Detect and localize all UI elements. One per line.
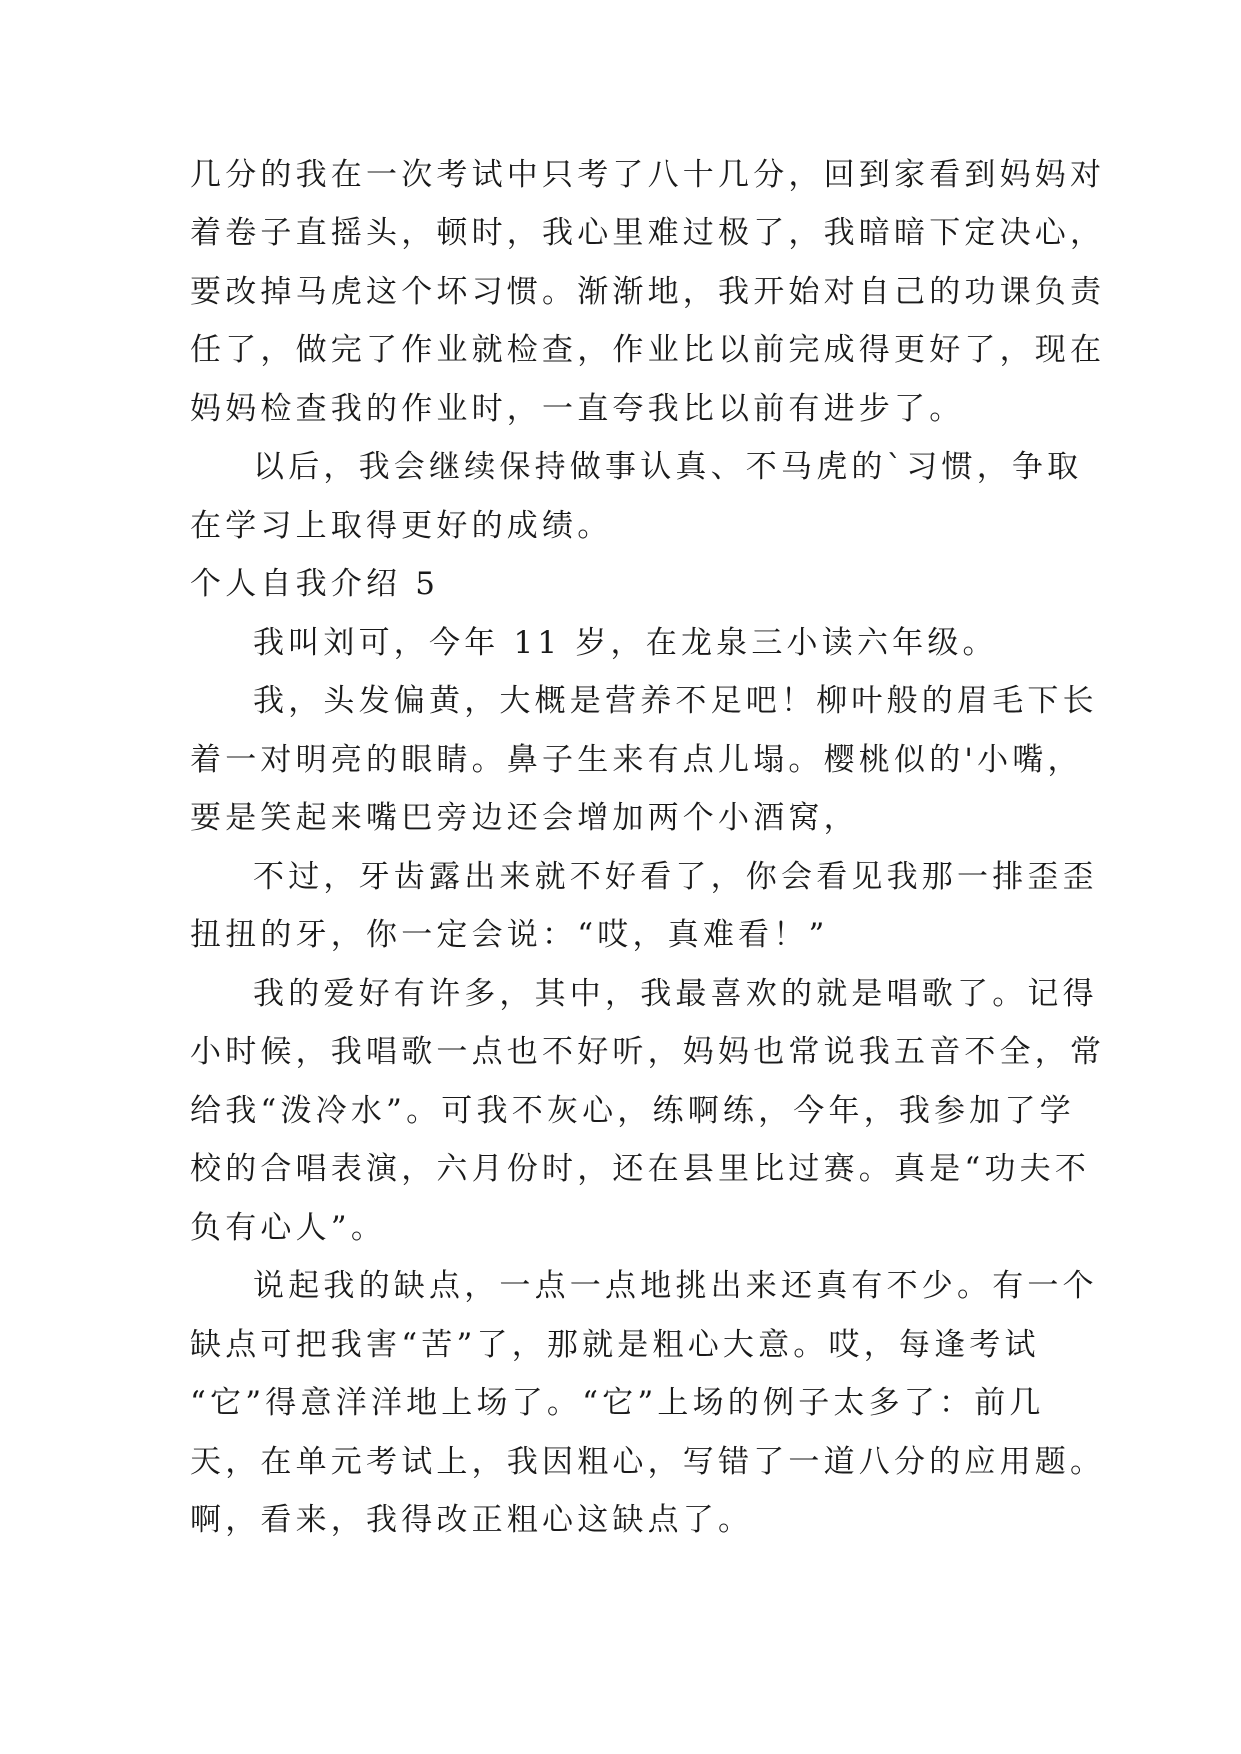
text-line: 天，在单元考试上，我因粗心，写错了一道八分的应用题。 bbox=[190, 1444, 1106, 1480]
text-line: 着一对明亮的眼睛。鼻子生来有点儿塌。樱桃似的'小嘴， bbox=[190, 742, 1083, 778]
paragraph-first-line: 说起我的缺点，一点一点地挑出来还真有不少。有一个 bbox=[253, 1268, 1098, 1304]
text-line: 着卷子直摇头，顿时，我心里难过极了，我暗暗下定决心， bbox=[190, 215, 1106, 251]
paragraph-first-line: 我的爱好有许多，其中，我最喜欢的就是唱歌了。记得 bbox=[253, 976, 1098, 1012]
text-line: 妈妈检查我的作业时，一直夸我比以前有进步了。 bbox=[190, 391, 965, 427]
text-line: “它”得意洋洋地上场了。“它”上场的例子太多了：前几 bbox=[190, 1385, 1045, 1421]
text-line: 给我“泼冷水”。可我不灰心，练啊练，今年，我参加了学 bbox=[190, 1093, 1075, 1129]
text-line: 几分的我在一次考试中只考了八十几分，回到家看到妈妈对 bbox=[190, 157, 1106, 193]
paragraph-first-line: 我，头发偏黄，大概是营养不足吧！柳叶般的眉毛下长 bbox=[253, 683, 1098, 719]
paragraph-first-line: 我叫刘可，今年 11 岁，在龙泉三小读六年级。 bbox=[253, 625, 998, 661]
text-line: 校的合唱表演，六月份时，还在县里比过赛。真是“功夫不 bbox=[190, 1151, 1091, 1187]
text-line: 啊，看来，我得改正粗心这缺点了。 bbox=[190, 1502, 754, 1538]
text-line: 扭扭的牙，你一定会说：“哎，真难看！” bbox=[190, 917, 829, 953]
text-line: 缺点可把我害“苦”了，那就是粗心大意。哎，每逢考试 bbox=[190, 1327, 1040, 1363]
text-line: 任了，做完了作业就检查，作业比以前完成得更好了，现在 bbox=[190, 332, 1106, 368]
text-line: 要是笑起来嘴巴旁边还会增加两个小酒窝， bbox=[190, 800, 859, 836]
text-line: 小时候，我唱歌一点也不好听，妈妈也常说我五音不全，常 bbox=[190, 1034, 1106, 1070]
text-line: 在学习上取得更好的成绩。 bbox=[190, 508, 613, 544]
paragraph-first-line: 以后，我会继续保持做事认真、不马虎的`习惯，争取 bbox=[253, 449, 1083, 485]
text-line: 要改掉马虎这个坏习惯。渐渐地，我开始对自己的功课负责 bbox=[190, 274, 1106, 310]
text-line: 负有心人”。 bbox=[190, 1210, 387, 1246]
section-heading: 个人自我介绍 5 bbox=[190, 566, 440, 602]
paragraph-first-line: 不过，牙齿露出来就不好看了，你会看见我那一排歪歪 bbox=[253, 859, 1098, 895]
